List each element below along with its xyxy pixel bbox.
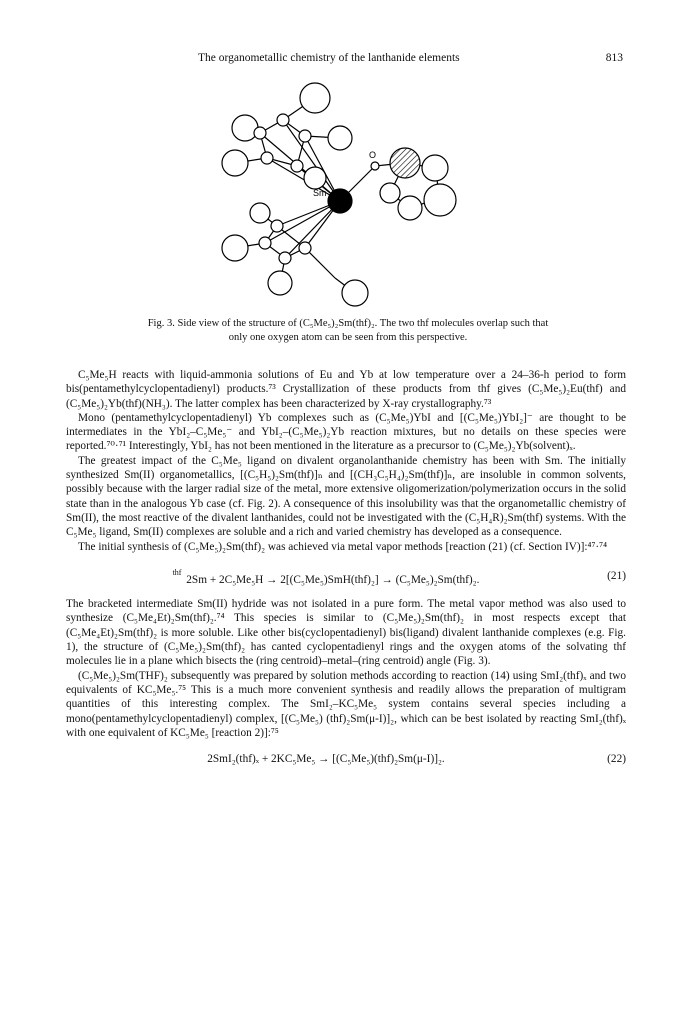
paragraph: The initial synthesis of (C₅Me₅)₂Sm(thf)₂ was achieved via metal vapor methods [reaction (21) (cf. Section IV)]:⁴⁷·⁷⁴ xyxy=(78,540,608,553)
equation-21-body: 2Sm + 2C₅Me₅H → 2[(C₅Me₅)SmH(thf)₂] → (C₅Me₅)₂Sm(thf)₂. xyxy=(186,573,480,586)
equation-21-arrow-label: thf xyxy=(172,567,182,577)
caption-line-2: only one oxygen atom can be seen from this perspective. xyxy=(228,332,468,343)
paragraph: The bracketed intermediate Sm(II) hydride was not isolated in a pure form. The metal vapor method was also used to synthesize (C₅Me₄Et)₂Sm(thf)₂.⁷⁴ This species is similar to (C₅Me₅)₂Sm(thf)₂ in most respects except that (C₅Me₄Et)₂Sm(thf)₂ is more soluble. Like other bis(cyclopentadienyl) bis(ligand) divalent lanthanide complexes (e.g. Fig. 1), the structure of (C₅Me₅)₂Sm(thf)₂ has canted cyclopentadienyl rings and the oxygen atoms of the solvating thf molecules lie in a plane which bisects the (ring centroid)–metal–(ring centroid) angle (Fig. 3). xyxy=(66,598,626,668)
equation-21-number: (21) xyxy=(607,570,626,583)
body-text xyxy=(66,368,626,776)
running-title: The organometallic chemistry of the lanthanide elements xyxy=(198,52,460,64)
paragraph: (C₅Me₅)₂Sm(THF)₂ subsequently was prepared by solution methods according to reaction (14) using SmI₂(thf)ₓ and two equivalents of KC₅Me₅.⁷⁵ This is a much more convenient synthesis and readily allows the preparation of multigram quantities of this interesting complex. The SmI₂–KC₅Me₅ system contains several species including a mono(pentamethylcyclopentadienyl) complex, [(C₅Me₅) (thf)₂Sm(μ-I)]₂, which can be best isolated by reacting SmI₂(thf)ₓ with one equivalent of KC₅Me₅ [reaction 2)]:⁷⁵ xyxy=(66,669,626,739)
paragraph: The greatest impact of the C₅Me₅ ligand on divalent organolanthanide chemistry has been with Sm. The initially synthesized Sm(II) organometallics, [(C₅H₅)₂Sm(thf)]ₙ and [(CH₃C₅H₄)₂Sm(thf)]ₙ, are insoluble in common solvents, possibly because with the larger radial size of the metal, more extensive oligomerization/polymerization occurs in the solid state than in the analogous Yb case (cf. Fig. 2). A consequence of this insolubility was that the organometallic chemistry of Sm(II), the most reactive of the divalent lanthanides, could not be investigated with the (C₅H₄R)₂Sm(thf) systems. With the C₅Me₅ ligand, Sm(II) complexes are soluble and a rich and varied chemistry has developed as a consequence. xyxy=(66,454,626,539)
figure-caption xyxy=(88,317,608,345)
equation-21-text xyxy=(66,566,586,587)
sm-atom-label: Sm xyxy=(313,188,327,198)
equation-22 xyxy=(66,752,626,766)
paragraph: C₅Me₅H reacts with liquid-ammonia solutions of Eu and Yb at low temperature over a 24–36-h period to form bis(pentamethylcyclopentadienyl) products.⁷³ Crystallization of these products from thf gives (C₅Me₅)₂Eu(thf) and (C₅Me₅)₂Yb(thf)(NH₃). The latter complex has been characterized by X-ray crystallography.⁷³ xyxy=(66,369,626,410)
paragraph: Mono (pentamethylcyclopentadienyl) Yb complexes such as (C₅Me₅)YbI and [(C₅Me₅)YbI₂]⁻ are thought to be intermediates in the YbI₂–C₅Me₅⁻ and YbI₂–(C₅Me₅)₂Yb reaction mixtures, but no details on these species were reported.⁷⁰·⁷¹ Interestingly, YbI₂ has not been mentioned in the literature as a precursor to (C₅Me₅)₂Yb(solvent)ₓ. xyxy=(66,411,626,453)
equation-22-number: (22) xyxy=(607,753,626,766)
caption-line-1: Fig. 3. Side view of the structure of (C₅Me₅)₂Sm(thf)₂. The two thf molecules overlap such that xyxy=(147,318,549,329)
molecular-structure-figure xyxy=(205,78,505,313)
oxygen-atom-label: O xyxy=(369,150,377,160)
page-number: 813 xyxy=(605,52,623,64)
equation-22-text: 2SmI₂(thf)ₓ + 2KC₅Me₅ → [(C₅Me₅)(thf)₂Sm(μ-I)]₂. xyxy=(207,753,445,766)
equation-21 xyxy=(66,566,626,587)
